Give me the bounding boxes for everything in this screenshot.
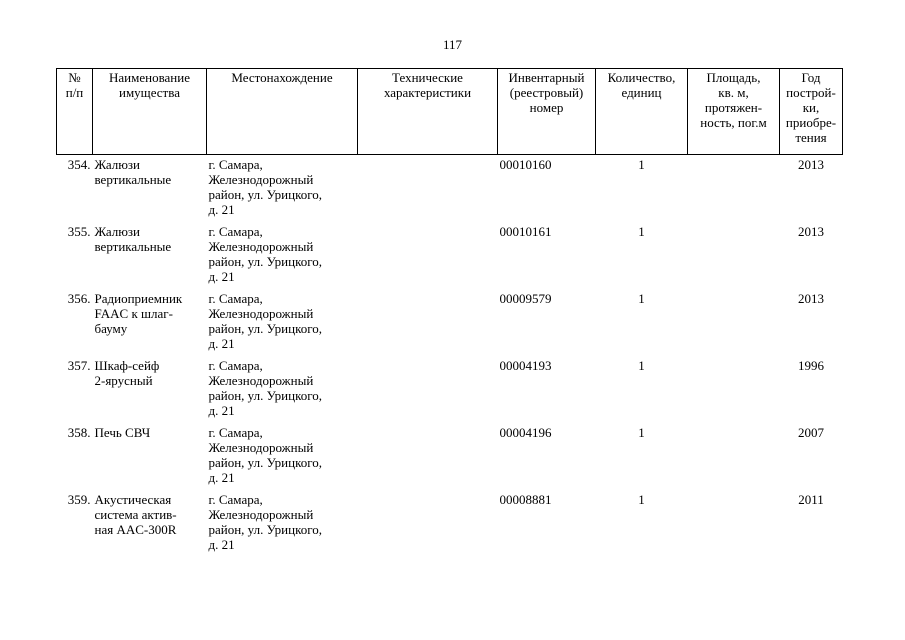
header-name: [93, 69, 207, 155]
header-location: [207, 69, 358, 155]
item-name-line: FAAC к шлаг-: [94, 306, 173, 321]
table-row: [57, 289, 843, 356]
item-year: 2013: [798, 157, 824, 172]
header-line: ки,: [802, 100, 820, 115]
header-specs: [358, 69, 498, 155]
item-location-line: Железнодорожный: [208, 373, 314, 388]
item-area: [688, 423, 780, 490]
property-table: [56, 68, 843, 557]
item-area: [688, 155, 780, 223]
header-line: единиц: [621, 85, 662, 100]
item-area: [688, 222, 780, 289]
item-specs: [358, 490, 498, 557]
item-specs: [358, 222, 498, 289]
item-location-line: д. 21: [208, 202, 235, 217]
table-row: [57, 490, 843, 557]
row-number: 358.: [67, 425, 91, 440]
item-location-line: район, ул. Урицкого,: [208, 187, 322, 202]
table-row: [57, 222, 843, 289]
item-location: [207, 289, 358, 356]
item-area: [688, 356, 780, 423]
item-name-line: вертикальные: [94, 172, 172, 187]
row-number: 357.: [67, 358, 91, 373]
item-location-line: Железнодорожный: [208, 507, 314, 522]
item-location-line: г. Самара,: [208, 224, 263, 239]
item-location: [207, 155, 358, 223]
item-specs: [358, 155, 498, 223]
item-location: [207, 423, 358, 490]
header-quantity: [596, 69, 688, 155]
item-name-line: система актив-: [94, 507, 177, 522]
inventory-number: 00010160: [499, 157, 552, 172]
header-line: протяжен-: [704, 100, 763, 115]
item-year: 2013: [798, 291, 824, 306]
item-specs: [358, 356, 498, 423]
item-location-line: д. 21: [208, 336, 235, 351]
item-quantity: 1: [638, 425, 645, 440]
item-location-line: район, ул. Урицкого,: [208, 321, 322, 336]
item-year: 2011: [798, 492, 824, 507]
item-quantity: 1: [638, 157, 645, 172]
item-area: [688, 289, 780, 356]
table-row: [57, 423, 843, 490]
item-name-line: Жалюзи: [94, 157, 140, 172]
item-name: [93, 356, 207, 423]
header-line: Наименование: [109, 70, 190, 85]
header-number: [57, 69, 93, 155]
header-line: кв. м,: [718, 85, 749, 100]
header-line: номер: [529, 100, 564, 115]
item-location-line: Железнодорожный: [208, 440, 314, 455]
header-line: имущества: [119, 85, 180, 100]
header-year: [780, 69, 843, 155]
header-line: ность, пог.м: [700, 115, 767, 130]
item-name: [93, 423, 207, 490]
item-year: 2007: [798, 425, 824, 440]
item-location: [207, 222, 358, 289]
item-location-line: г. Самара,: [208, 425, 263, 440]
item-name-line: Шкаф-сейф: [94, 358, 160, 373]
item-location-line: район, ул. Урицкого,: [208, 455, 322, 470]
item-location-line: г. Самара,: [208, 157, 263, 172]
header-line: (реестровый): [509, 85, 584, 100]
table-row: [57, 155, 843, 223]
item-quantity: 1: [638, 224, 645, 239]
item-quantity: 1: [638, 291, 645, 306]
item-name: [93, 222, 207, 289]
item-specs: [358, 423, 498, 490]
header-line: Количество,: [607, 70, 676, 85]
item-location: [207, 356, 358, 423]
row-number: 356.: [67, 291, 91, 306]
item-location-line: д. 21: [208, 403, 235, 418]
item-quantity: 1: [638, 358, 645, 373]
header-line: №: [68, 70, 81, 85]
row-number: 359.: [67, 492, 91, 507]
item-year: 2013: [798, 224, 824, 239]
header-line: Технические: [392, 70, 463, 85]
header-line: построй-: [786, 85, 836, 100]
item-location-line: д. 21: [208, 537, 235, 552]
table-body: [57, 155, 843, 558]
header-line: характеристики: [383, 85, 472, 100]
item-name-line: Жалюзи: [94, 224, 140, 239]
inventory-number: 00004196: [499, 425, 552, 440]
item-location-line: г. Самара,: [208, 358, 263, 373]
item-name-line: бауму: [94, 321, 128, 336]
item-name: [93, 155, 207, 223]
item-name-line: Акустическая: [94, 492, 172, 507]
item-name: [93, 289, 207, 356]
item-area: [688, 490, 780, 557]
table-row: [57, 356, 843, 423]
row-number: 355.: [67, 224, 91, 239]
item-name-line: вертикальные: [94, 239, 172, 254]
header-line: тения: [795, 130, 827, 145]
item-location-line: д. 21: [208, 470, 235, 485]
header-inventory: [498, 69, 596, 155]
header-line: Инвентарный: [508, 70, 585, 85]
inventory-number: 00010161: [499, 224, 552, 239]
inventory-number: 00008881: [499, 492, 552, 507]
item-name-line: Печь СВЧ: [94, 425, 151, 440]
item-location-line: д. 21: [208, 269, 235, 284]
item-location-line: Железнодорожный: [208, 239, 314, 254]
item-location-line: район, ул. Урицкого,: [208, 254, 322, 269]
item-name-line: 2-ярусный: [94, 373, 153, 388]
item-location: [207, 490, 358, 557]
item-quantity: 1: [638, 492, 645, 507]
item-name-line: Радиоприемник: [94, 291, 183, 306]
header-line: Год: [801, 70, 821, 85]
item-location-line: район, ул. Урицкого,: [208, 388, 322, 403]
item-location-line: г. Самара,: [208, 492, 263, 507]
item-location-line: Железнодорожный: [208, 172, 314, 187]
item-year: 1996: [798, 358, 824, 373]
item-location-line: г. Самара,: [208, 291, 263, 306]
item-name: [93, 490, 207, 557]
inventory-number: 00009579: [499, 291, 552, 306]
header-area: [688, 69, 780, 155]
item-name-line: ная AAC-300R: [94, 522, 177, 537]
item-location-line: Железнодорожный: [208, 306, 314, 321]
page-number: 117: [442, 37, 463, 52]
header-line: п/п: [65, 85, 84, 100]
header-line: Местонахождение: [231, 70, 333, 85]
row-number: 354.: [67, 157, 91, 172]
header-line: Площадь,: [706, 70, 761, 85]
item-location-line: район, ул. Урицкого,: [208, 522, 322, 537]
table-header-row: [57, 69, 843, 155]
inventory-number: 00004193: [499, 358, 552, 373]
header-line: приобре-: [785, 115, 837, 130]
item-specs: [358, 289, 498, 356]
